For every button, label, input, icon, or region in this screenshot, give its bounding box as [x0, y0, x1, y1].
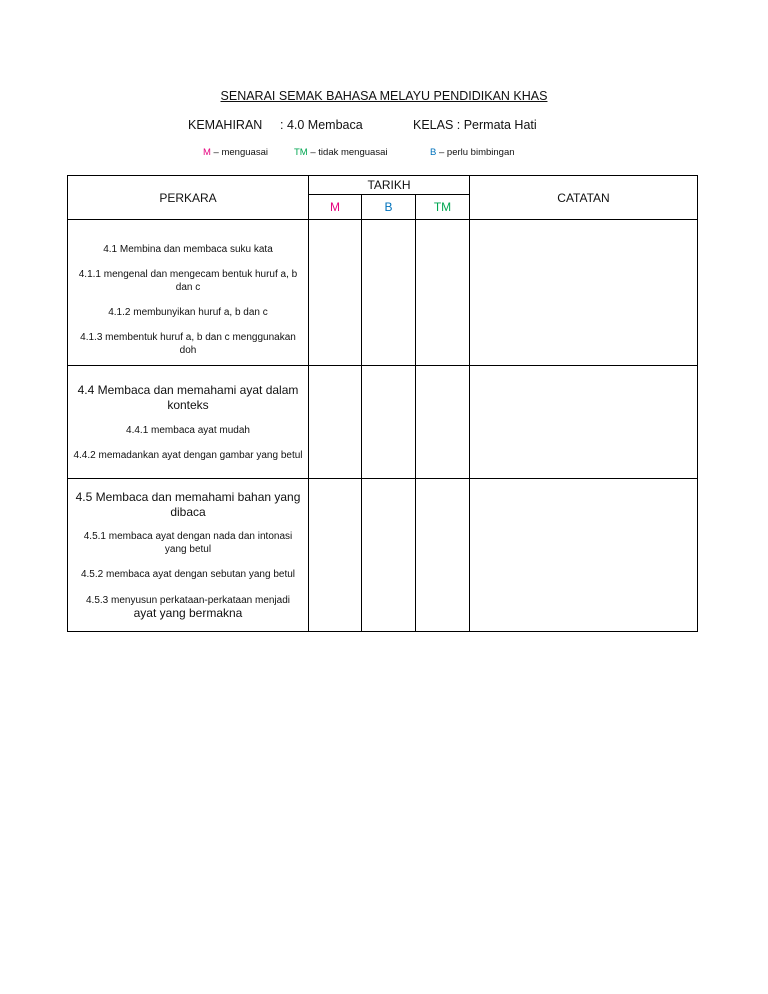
b-cell[interactable]: [362, 366, 416, 479]
item-4-5-3-text: 4.5.3 menyusun perkataan-perkataan menjadi: [85, 595, 291, 606]
m-cell[interactable]: [309, 366, 362, 479]
header-row-1: [68, 176, 698, 195]
header-b: B: [362, 195, 416, 220]
b-cell[interactable]: [362, 220, 416, 366]
legend-tm-text: – tidak menguasai: [307, 147, 388, 158]
tm-cell[interactable]: [416, 479, 470, 632]
checklist-table: [67, 175, 698, 632]
perkara-cell-4-4: [68, 366, 309, 479]
header-tm: TM: [416, 195, 470, 220]
m-cell[interactable]: [309, 479, 362, 632]
legend-b-code: B: [430, 147, 437, 158]
header-perkara: PERKARA: [68, 176, 309, 220]
legend-b-text: – perlu bimbingan: [436, 147, 515, 158]
skill-label: KEMAHIRAN: [188, 118, 263, 132]
catatan-cell[interactable]: [470, 479, 698, 632]
item-4-5-2: 4.5.2 membaca ayat dengan sebutan yang betul: [80, 569, 296, 580]
header-m: M: [309, 195, 362, 220]
item-4-5: 4.5 Membaca dan memahami bahan yang dibaca: [75, 490, 301, 519]
table-row: [68, 366, 698, 479]
item-4-1-1: 4.1.1 mengenal dan mengecam bentuk huruf a, b dan c: [78, 268, 298, 293]
legend-tidak-menguasai: [294, 147, 387, 158]
catatan-cell[interactable]: [470, 366, 698, 479]
item-4-5-3-tail: ayat yang bermakna: [133, 606, 243, 620]
legend-perlu-bimbingan: [430, 147, 515, 158]
item-4-5-3: [73, 593, 303, 621]
b-cell[interactable]: [362, 479, 416, 632]
perkara-cell-4-5: [68, 479, 309, 632]
legend-m-text: – menguasai: [210, 147, 268, 158]
tm-cell[interactable]: [416, 220, 470, 366]
header-tarikh: TARIKH: [309, 176, 470, 195]
perkara-cell-4-1: [68, 220, 309, 366]
item-4-1: 4.1 Membina dan membaca suku kata: [103, 243, 273, 255]
item-4-1-2: 4.1.2 membunyikan huruf a, b dan c: [108, 306, 268, 318]
item-4-4-2: 4.4.2 memadankan ayat dengan gambar yang betul: [73, 449, 303, 461]
skill-value: : 4.0 Membaca: [280, 118, 363, 132]
class-label: KELAS : Permata Hati: [413, 118, 537, 132]
legend-m-code: M: [203, 147, 211, 158]
table-row: [68, 220, 698, 366]
item-4-1-3: 4.1.3 membentuk huruf a, b dan c menggunakan doh: [80, 331, 296, 356]
m-cell[interactable]: [309, 220, 362, 366]
item-4-5-1: 4.5.1 membaca ayat dengan nada dan intonasi yang betul: [83, 531, 293, 555]
legend-tm-code: TM: [294, 147, 308, 158]
table-row: [68, 479, 698, 632]
tm-cell[interactable]: [416, 366, 470, 479]
page-title: SENARAI SEMAK BAHASA MELAYU PENDIDIKAN KHAS: [220, 89, 548, 103]
header-catatan: CATATAN: [470, 176, 698, 220]
item-4-4-1: 4.4.1 membaca ayat mudah: [126, 424, 250, 436]
legend-menguasai: [203, 147, 268, 158]
item-4-4: 4.4 Membaca dan memahami ayat dalam konteks: [77, 382, 299, 412]
catatan-cell[interactable]: [470, 220, 698, 366]
